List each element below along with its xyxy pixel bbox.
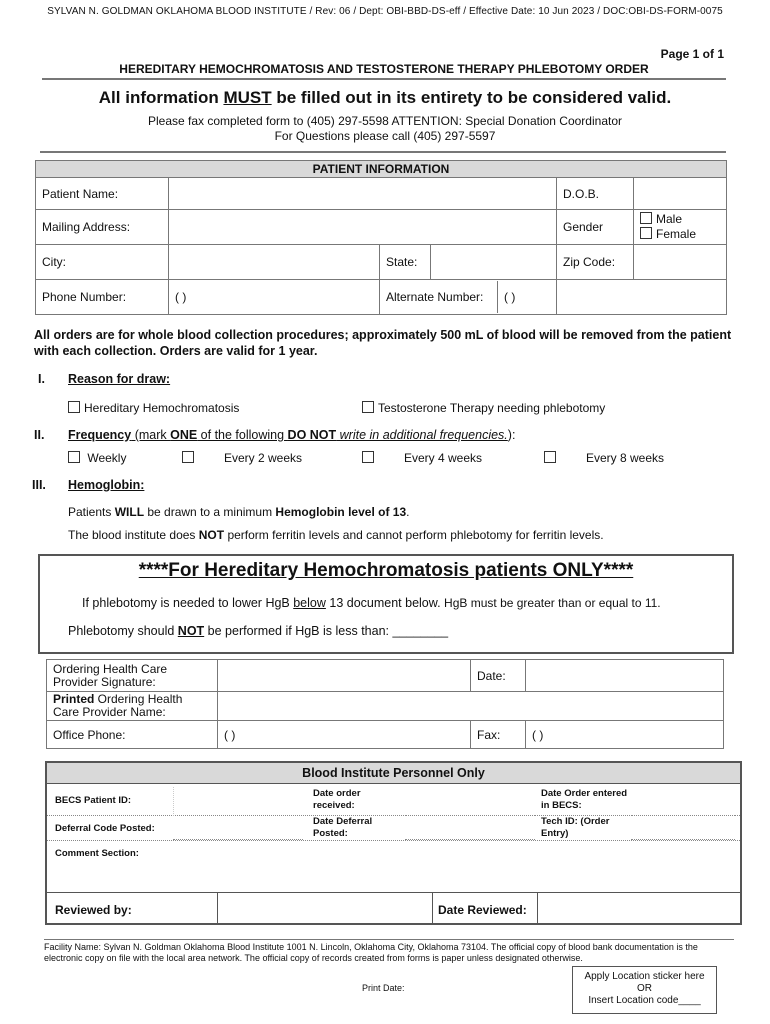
footer-text: Facility Name: Sylvan N. Goldman Oklahoma Blood Institute 1001 N. Lincoln, Oklahoma City, Oklahoma 73104. The official copy of blood bank documentation is the electronic copy on file with the local area network. The official copy of records created from forms is paper unless designated otherwise.	[44, 939, 734, 964]
print-date-label: Print Date:	[362, 983, 405, 993]
personnel-only-box	[45, 761, 742, 925]
city-label: City:	[36, 245, 169, 280]
phone-field[interactable]: ( )	[169, 280, 380, 315]
provider-table	[46, 659, 724, 749]
date-field[interactable]	[526, 660, 724, 692]
fax-field[interactable]: ( )	[526, 721, 724, 749]
date-label: Date:	[471, 660, 526, 692]
comment-field[interactable]	[47, 843, 740, 891]
becs-id-field[interactable]	[173, 787, 304, 816]
testosterone-checkbox[interactable]	[362, 401, 374, 413]
gender-options	[634, 210, 727, 245]
page-number: Page 1 of 1	[660, 47, 724, 61]
hemoglobin-title: Hemoglobin:	[68, 478, 145, 492]
patient-name-field[interactable]	[169, 178, 557, 210]
date-entered-label: Date Order entered in BECS:	[541, 788, 628, 811]
hh-line-2: Phlebotomy should NOT be performed if HgB is less than: ________	[68, 624, 449, 638]
divider	[40, 151, 726, 153]
state-field[interactable]	[431, 245, 557, 280]
becs-id-label: BECS Patient ID:	[55, 795, 132, 806]
frequency-title: Frequency (mark ONE of the following DO NOT write in additional frequencies.):	[68, 428, 516, 442]
tech-id-field[interactable]	[631, 817, 735, 840]
date-received-label: Date order received:	[313, 788, 361, 811]
fax-label: Fax:	[471, 721, 526, 749]
hh-only-box	[38, 554, 734, 654]
zip-label: Zip Code:	[557, 245, 634, 280]
freq-2-weeks[interactable]: Every 2 weeks	[182, 451, 302, 465]
hemochromatosis-checkbox[interactable]	[68, 401, 80, 413]
state-label: State:	[380, 245, 431, 280]
reason-title: Reason for draw:	[68, 372, 171, 386]
8-weeks-checkbox[interactable]	[544, 451, 556, 463]
phone-label: Phone Number:	[36, 280, 169, 315]
location-sticker-box[interactable]	[572, 966, 717, 1014]
date-reviewed-label: Date Reviewed:	[438, 903, 527, 917]
deferral-code-label: Deferral Code Posted:	[55, 823, 155, 834]
freq-4-weeks[interactable]: Every 4 weeks	[362, 451, 482, 465]
printed-name-field[interactable]	[218, 692, 724, 721]
female-checkbox[interactable]	[640, 227, 652, 239]
male-checkbox[interactable]	[640, 212, 652, 224]
weekly-checkbox[interactable]	[68, 451, 80, 463]
printed-name-label: Printed Ordering Health Care Provider Name:	[47, 692, 218, 721]
date-entered-field[interactable]	[631, 787, 735, 816]
alt-number-extra[interactable]	[557, 280, 727, 315]
office-phone-field[interactable]: ( )	[218, 721, 471, 749]
orders-note: All orders are for whole blood collection procedures; approximately 500 mL of blood will be removed from the patient with each collection. Orders are valid for 1 year.	[34, 328, 732, 358]
reason-hemochromatosis[interactable]: Hereditary Hemochromatosis	[68, 401, 239, 415]
alt-number-label: Alternate Number:	[380, 281, 498, 313]
sticker-line-3: Insert Location code____	[588, 995, 701, 1006]
gender-label: Gender	[557, 210, 634, 245]
zip-field[interactable]	[634, 245, 727, 280]
hemoglobin-line-2: The blood institute does NOT perform ferritin levels and cannot perform phlebotomy for ferritin levels.	[68, 528, 604, 542]
must-notice: All information MUST be filled out in its entirety to be considered valid.	[98, 88, 672, 107]
reviewed-by-field[interactable]	[217, 892, 433, 923]
questions-line: For Questions please call (405) 297-5597	[274, 129, 496, 143]
2-weeks-checkbox[interactable]	[182, 451, 194, 463]
alt-number-field[interactable]: ( )	[504, 290, 516, 304]
mailing-address-label: Mailing Address:	[36, 210, 169, 245]
date-deferral-label: Date Deferral Posted:	[313, 816, 373, 839]
alt-number-cell	[380, 280, 557, 315]
sticker-line-2: OR	[637, 983, 652, 994]
hemoglobin-line-1: Patients WILL be drawn to a minimum Hemoglobin level of 13.	[68, 505, 410, 519]
mailing-address-field[interactable]	[169, 210, 557, 245]
male-option[interactable]: Male	[640, 212, 720, 227]
reason-num: I.	[38, 372, 45, 386]
female-option[interactable]: Female	[640, 227, 720, 242]
tech-id-label: Tech ID: (Order Entry)	[541, 816, 610, 839]
freq-weekly[interactable]: Weekly	[68, 451, 126, 465]
dotted-divider	[47, 840, 740, 841]
reviewed-by-label: Reviewed by:	[55, 903, 132, 917]
patient-info-heading: PATIENT INFORMATION	[36, 161, 727, 178]
hemoglobin-num: III.	[32, 478, 46, 492]
office-phone-label: Office Phone:	[47, 721, 218, 749]
comment-label: Comment Section:	[55, 848, 139, 859]
4-weeks-checkbox[interactable]	[362, 451, 374, 463]
provider-signature-label: Ordering Health Care Provider Signature:	[47, 660, 218, 692]
fax-line: Please fax completed form to (405) 297-5598 ATTENTION: Special Donation Coordinator	[147, 114, 622, 128]
date-reviewed-field[interactable]	[537, 892, 741, 923]
reason-testosterone[interactable]: Testosterone Therapy needing phlebotomy	[362, 401, 605, 415]
patient-name-label: Patient Name:	[36, 178, 169, 210]
deferral-code-field[interactable]	[173, 817, 303, 840]
date-received-field[interactable]	[405, 787, 535, 816]
hh-line-1: If phlebotomy is needed to lower HgB below 13 document below. HgB must be greater than or equal to 11.	[82, 596, 661, 610]
freq-8-weeks[interactable]: Every 8 weeks	[544, 451, 664, 465]
provider-signature-field[interactable]	[218, 660, 471, 692]
hh-title: ****For Hereditary Hemochromatosis patients ONLY****	[138, 560, 634, 581]
dob-label: D.O.B.	[557, 178, 634, 210]
dob-field[interactable]	[634, 178, 727, 210]
form-title: HEREDITARY HEMOCHROMATOSIS AND TESTOSTERONE THERAPY PHLEBOTOMY ORDER	[42, 62, 726, 80]
sticker-line-1: Apply Location sticker here	[584, 971, 705, 982]
city-field[interactable]	[169, 245, 380, 280]
frequency-num: II.	[34, 428, 45, 442]
patient-info-table	[35, 160, 727, 315]
fax-instructions	[0, 114, 770, 144]
document-header: SYLVAN N. GOLDMAN OKLAHOMA BLOOD INSTITUTE / Rev: 06 / Dept: OBI-BBD-DS-eff / Effective Date: 10 Jun 2023 / DOC:OBI-DS-FORM-0075	[47, 6, 723, 17]
date-deferral-field[interactable]	[405, 817, 535, 840]
personnel-heading: Blood Institute Personnel Only	[47, 763, 740, 784]
